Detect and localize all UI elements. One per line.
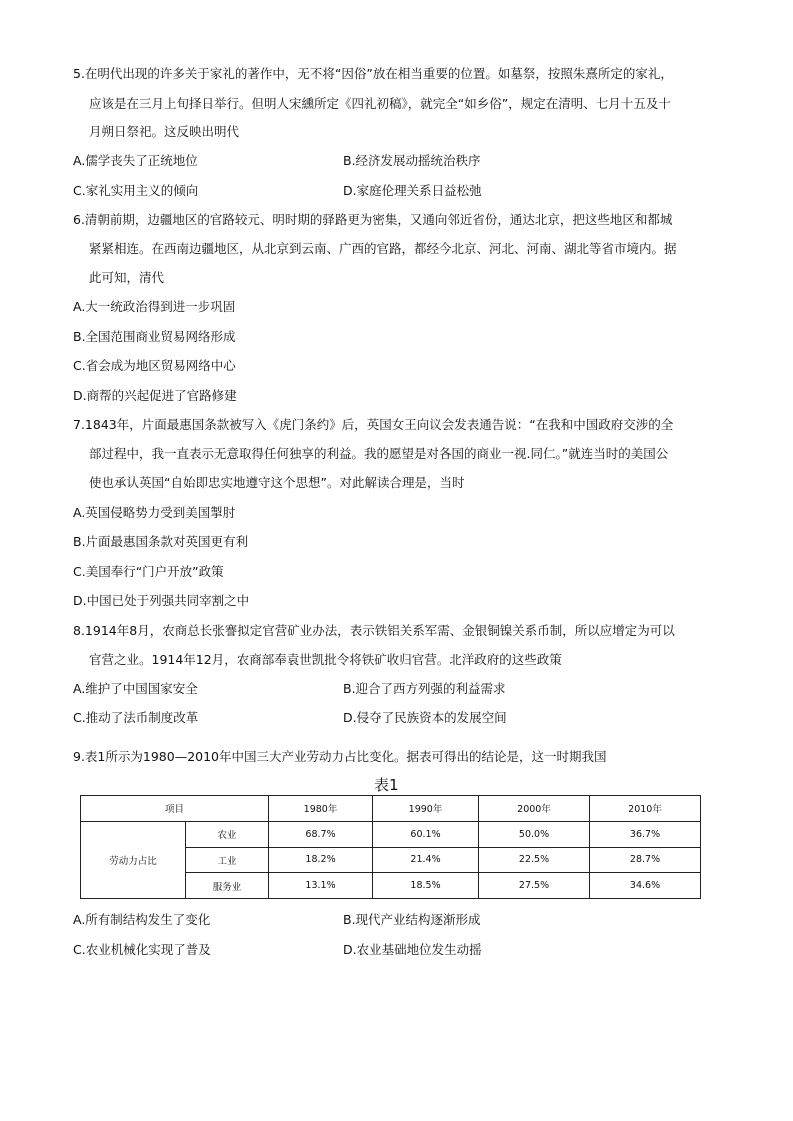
header-2010: 2010年 <box>590 796 701 822</box>
q5-option-d: D.家庭伦理关系日益松弛 <box>343 183 482 198</box>
table-header-row <box>81 796 701 822</box>
table-title: 表1 <box>374 776 399 794</box>
q7-option-a: A.英国侵略势力受到美国掣肘 <box>73 505 236 520</box>
row-label: 服务业 <box>186 873 269 899</box>
q6-option-d: D.商帮的兴起促进了官路修建 <box>73 388 237 403</box>
q6-option-b: B.全国范围商业贸易网络形成 <box>73 329 236 344</box>
q7-option-c: C.美国奉行“门户开放”政策 <box>73 564 224 579</box>
q6-option-c: C.省会成为地区贸易网络中心 <box>73 358 236 373</box>
q8-stem-line-1: 8.1914年8月，农商总长张謇拟定官营矿业办法，表示铁铝关系军需、金银铜镍关系币制，所以应增定为可以 <box>73 623 675 638</box>
table-cell: 28.7% <box>590 847 701 873</box>
header-1990: 1990年 <box>373 796 479 822</box>
table-cell: 34.6% <box>590 873 701 899</box>
q7-option-d: D.中国已处于列强共同宰割之中 <box>73 593 250 608</box>
q9-option-c: C.农业机械化实现了普及 <box>73 942 211 957</box>
table-cell: 21.4% <box>373 847 479 873</box>
q9-option-b: B.现代产业结构逐渐形成 <box>343 912 481 927</box>
table-cell: 18.2% <box>269 847 373 873</box>
q6-stem-line-1: 6.清朝前期，边疆地区的官路较元、明时期的驿路更为密集，又通向邻近省份，通达北京，把这些地区和都城 <box>73 212 673 227</box>
q8-option-d: D.侵夺了民族资本的发展空间 <box>343 710 507 725</box>
q6-option-a: A.大一统政治得到进一步巩固 <box>73 299 236 314</box>
q9-stem-line-1: 9.表1所示为1980—2010年中国三大产业劳动力占比变化。据表可得出的结论是，这一时期我国 <box>73 749 607 764</box>
q7-option-b: B.片面最惠国条款对英国更有利 <box>73 534 249 549</box>
q5-option-c: C.家礼实用主义的倾向 <box>73 183 199 198</box>
q7-stem-line-1: 7.1843年，片面最惠国条款被写入《虎门条约》后，英国女王向议会发表通告说：“在我和中国政府交涉的全 <box>73 417 674 432</box>
q5-option-b: B.经济发展动摇统治秩序 <box>343 153 481 168</box>
row-label: 农业 <box>186 821 269 847</box>
q6-stem-line-2: 紧紧相连。在西南边疆地区，从北京到云南、广西的官路，都经今北京、河北、河南、湖北等省市境内。据 <box>89 241 677 256</box>
q8-option-b: B.迎合了西方列强的利益需求 <box>343 681 506 696</box>
q8-stem-line-2: 官营之业。1914年12月，农商部奉袁世凯批令将铁矿收归官营。北洋政府的这些政策 <box>89 652 562 667</box>
q9-option-d: D.农业基础地位发生动摇 <box>343 942 482 957</box>
q8-option-c: C.推动了法币制度改革 <box>73 710 199 725</box>
q5-option-a: A.儒学丧失了正统地位 <box>73 153 198 168</box>
q5-stem-line-1: 5.在明代出现的许多关于家礼的著作中，无不将“因俗”放在相当重要的位置。如墓祭，按照朱熹所定的家礼， <box>73 66 673 81</box>
table-cell: 60.1% <box>373 821 479 847</box>
q9-option-a: A.所有制结构发生了变化 <box>73 912 211 927</box>
table-cell: 13.1% <box>269 873 373 899</box>
header-item: 项目 <box>81 796 269 822</box>
q8-option-a: A.维护了中国国家安全 <box>73 681 198 696</box>
table-cell: 36.7% <box>590 821 701 847</box>
row-label: 工业 <box>186 847 269 873</box>
table-cell: 27.5% <box>479 873 590 899</box>
group-label: 劳动力占比 <box>81 821 186 898</box>
q5-stem-line-3: 月朔日祭祀。这反映出明代 <box>89 124 240 139</box>
header-1980: 1980年 <box>269 796 373 822</box>
table-cell: 50.0% <box>479 821 590 847</box>
table-row <box>81 821 701 847</box>
table-cell: 68.7% <box>269 821 373 847</box>
q5-stem-line-2: 应该是在三月上旬择日举行。但明人宋纁所定《四礼初稿》，就完全“如乡俗”，规定在清明、七月十五及十 <box>89 96 671 111</box>
q6-stem-line-3: 此可知，清代 <box>89 270 165 285</box>
q7-stem-line-3: 使也承认英国“自始即忠实地遵守这个思想”。对此解读合理是，当时 <box>89 475 465 490</box>
table-cell: 18.5% <box>373 873 479 899</box>
q7-stem-line-2: 部过程中，我一直表示无意取得任何独享的利益。我的愿望是对各国的商业一视.同仁。”就连当时的美国公 <box>89 446 669 461</box>
labor-share-table <box>80 795 701 899</box>
table-cell: 22.5% <box>479 847 590 873</box>
header-2000: 2000年 <box>479 796 590 822</box>
